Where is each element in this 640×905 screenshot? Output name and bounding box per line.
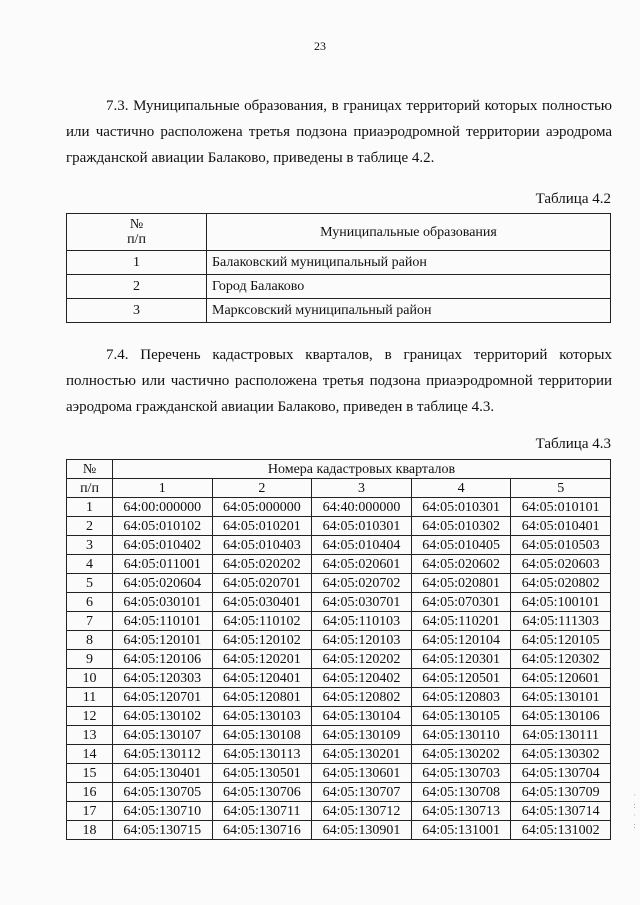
cadastral-quarter-cell: 64:05:120202 bbox=[312, 650, 412, 669]
cadastral-quarter-cell: 64:05:010301 bbox=[411, 498, 511, 517]
cadastral-quarter-cell: 64:05:130201 bbox=[312, 745, 412, 764]
cadastral-quarter-cell: 64:05:120803 bbox=[411, 688, 511, 707]
row-num: 18 bbox=[67, 821, 113, 840]
cadastral-quarter-cell: 64:05:010302 bbox=[411, 517, 511, 536]
table-row bbox=[67, 517, 611, 536]
cadastral-quarter-cell: 64:05:130112 bbox=[113, 745, 213, 764]
header-num: № п/п bbox=[67, 214, 207, 251]
table-row bbox=[67, 707, 611, 726]
cadastral-quarter-cell: 64:05:010503 bbox=[511, 536, 611, 555]
cadastral-quarter-cell: 64:05:120801 bbox=[212, 688, 312, 707]
paragraph-line: или частично расположена третья подзона приаэродромной территории аэродрома bbox=[66, 124, 612, 140]
cadastral-quarter-cell: 64:05:110102 bbox=[212, 612, 312, 631]
table-row bbox=[67, 821, 611, 840]
cadastral-quarter-cell: 64:05:020702 bbox=[312, 574, 412, 593]
cadastral-quarter-cell: 64:05:010301 bbox=[312, 517, 412, 536]
paragraph-line: полностью или частично расположена третья подзона приаэродромной территории bbox=[66, 373, 612, 389]
cadastral-quarter-cell: 64:05:120802 bbox=[312, 688, 412, 707]
row-num: 16 bbox=[67, 783, 113, 802]
cadastral-quarter-cell: 64:05:130102 bbox=[113, 707, 213, 726]
cadastral-quarter-cell: 64:05:100101 bbox=[511, 593, 611, 612]
cadastral-quarter-cell: 64:05:070301 bbox=[411, 593, 511, 612]
cadastral-quarter-cell: 64:05:130202 bbox=[411, 745, 511, 764]
cadastral-quarter-cell: 64:05:130104 bbox=[312, 707, 412, 726]
table-header-row bbox=[67, 214, 611, 251]
cadastral-quarter-cell: 64:05:120201 bbox=[212, 650, 312, 669]
municipality-name: Балаковский муниципальный район bbox=[207, 251, 611, 275]
cadastral-quarter-cell: 64:05:130401 bbox=[113, 764, 213, 783]
cadastral-quarter-cell: 64:05:120104 bbox=[411, 631, 511, 650]
header-num-bottom: п/п bbox=[67, 479, 113, 498]
table-4-3-caption: Таблица 4.3 bbox=[535, 436, 611, 452]
table-row bbox=[67, 764, 611, 783]
cadastral-quarter-cell: 64:05:020801 bbox=[411, 574, 511, 593]
row-num: 2 bbox=[67, 517, 113, 536]
cadastral-quarter-cell: 64:05:120301 bbox=[411, 650, 511, 669]
row-num: 2 bbox=[67, 275, 207, 299]
table-4-2-caption: Таблица 4.2 bbox=[535, 191, 611, 207]
paragraph-7-3 bbox=[66, 93, 612, 171]
cadastral-quarter-cell: 64:05:030101 bbox=[113, 593, 213, 612]
cadastral-quarter-cell: 64:05:130105 bbox=[411, 707, 511, 726]
header-title: Номера кадастровых кварталов bbox=[113, 460, 611, 479]
cadastral-quarter-cell: 64:05:020601 bbox=[312, 555, 412, 574]
cadastral-quarter-cell: 64:05:130110 bbox=[411, 726, 511, 745]
column-number: 3 bbox=[312, 479, 412, 498]
cadastral-quarter-cell: 64:05:120102 bbox=[212, 631, 312, 650]
cadastral-quarter-cell: 64:05:130706 bbox=[212, 783, 312, 802]
cadastral-quarter-cell: 64:05:130501 bbox=[212, 764, 312, 783]
header-num-top: № bbox=[67, 460, 113, 479]
row-num: 9 bbox=[67, 650, 113, 669]
table-row bbox=[67, 688, 611, 707]
row-num: 1 bbox=[67, 251, 207, 275]
cadastral-quarter-cell: 64:05:130709 bbox=[511, 783, 611, 802]
row-num: 5 bbox=[67, 574, 113, 593]
row-num: 1 bbox=[67, 498, 113, 517]
municipality-name: Город Балаково bbox=[207, 275, 611, 299]
table-row bbox=[67, 299, 611, 323]
row-num: 12 bbox=[67, 707, 113, 726]
cadastral-quarter-cell: 64:05:011001 bbox=[113, 555, 213, 574]
cadastral-quarter-cell: 64:05:130901 bbox=[312, 821, 412, 840]
cadastral-quarter-cell: 64:05:130704 bbox=[511, 764, 611, 783]
cadastral-quarter-cell: 64:05:020802 bbox=[511, 574, 611, 593]
cadastral-quarter-cell: 64:05:120106 bbox=[113, 650, 213, 669]
cadastral-quarter-cell: 64:05:020603 bbox=[511, 555, 611, 574]
cadastral-quarter-cell: 64:00:000000 bbox=[113, 498, 213, 517]
cadastral-quarter-cell: 64:05:130108 bbox=[212, 726, 312, 745]
cadastral-quarter-cell: 64:05:130703 bbox=[411, 764, 511, 783]
cadastral-quarter-cell: 64:05:130705 bbox=[113, 783, 213, 802]
table-row bbox=[67, 251, 611, 275]
table-4-2 bbox=[66, 213, 611, 323]
cadastral-quarter-cell: 64:05:120103 bbox=[312, 631, 412, 650]
cadastral-quarter-cell: 64:05:120601 bbox=[511, 669, 611, 688]
table-row bbox=[67, 593, 611, 612]
cadastral-quarter-cell: 64:05:010402 bbox=[113, 536, 213, 555]
cadastral-quarter-cell: 64:05:130714 bbox=[511, 802, 611, 821]
cadastral-quarter-cell: 64:05:120105 bbox=[511, 631, 611, 650]
cadastral-quarter-cell: 64:05:010102 bbox=[113, 517, 213, 536]
cadastral-quarter-cell: 64:05:130710 bbox=[113, 802, 213, 821]
cadastral-quarter-cell: 64:05:000000 bbox=[212, 498, 312, 517]
cadastral-quarter-cell: 64:05:120501 bbox=[411, 669, 511, 688]
cadastral-quarter-cell: 64:05:120401 bbox=[212, 669, 312, 688]
row-num: 3 bbox=[67, 299, 207, 323]
cadastral-quarter-cell: 64:05:130708 bbox=[411, 783, 511, 802]
table-row bbox=[67, 275, 611, 299]
row-num: 4 bbox=[67, 555, 113, 574]
table-row bbox=[67, 555, 611, 574]
cadastral-quarter-cell: 64:05:030401 bbox=[212, 593, 312, 612]
row-num: 11 bbox=[67, 688, 113, 707]
cadastral-quarter-cell: 64:05:010405 bbox=[411, 536, 511, 555]
row-num: 17 bbox=[67, 802, 113, 821]
cadastral-quarter-cell: 64:05:020604 bbox=[113, 574, 213, 593]
cadastral-quarter-cell: 64:05:130712 bbox=[312, 802, 412, 821]
cadastral-quarter-cell: 64:05:130101 bbox=[511, 688, 611, 707]
cadastral-quarter-cell: 64:05:010201 bbox=[212, 517, 312, 536]
cadastral-quarter-cell: 64:05:110103 bbox=[312, 612, 412, 631]
table-row bbox=[67, 802, 611, 821]
cadastral-quarter-cell: 64:05:130302 bbox=[511, 745, 611, 764]
cadastral-quarter-cell: 64:05:130715 bbox=[113, 821, 213, 840]
column-number: 4 bbox=[411, 479, 511, 498]
row-num: 6 bbox=[67, 593, 113, 612]
paragraph-line: аэродрома гражданской авиации Балаково, приведен в таблице 4.3. bbox=[66, 399, 495, 415]
cadastral-quarter-cell: 64:05:030701 bbox=[312, 593, 412, 612]
paragraph-line: 7.3. Муниципальные образования, в границах территорий которых полностью bbox=[106, 98, 612, 114]
table-row bbox=[67, 612, 611, 631]
cadastral-quarter-cell: 64:05:110201 bbox=[411, 612, 511, 631]
cadastral-quarter-cell: 64:05:130707 bbox=[312, 783, 412, 802]
cadastral-quarter-cell: 64:05:131001 bbox=[411, 821, 511, 840]
table-row bbox=[67, 783, 611, 802]
table-header-row bbox=[67, 479, 611, 498]
cadastral-quarter-cell: 64:05:130103 bbox=[212, 707, 312, 726]
paragraph-line: гражданской авиации Балаково, приведены в таблице 4.2. bbox=[66, 150, 435, 166]
cadastral-quarter-cell: 64:05:130113 bbox=[212, 745, 312, 764]
cadastral-quarter-cell: 64:05:010101 bbox=[511, 498, 611, 517]
cadastral-quarter-cell: 64:05:120402 bbox=[312, 669, 412, 688]
cadastral-quarter-cell: 64:05:120302 bbox=[511, 650, 611, 669]
cadastral-quarter-cell: 64:05:130716 bbox=[212, 821, 312, 840]
cadastral-quarter-cell: 64:05:130713 bbox=[411, 802, 511, 821]
table-header-row bbox=[67, 460, 611, 479]
table-row bbox=[67, 745, 611, 764]
cadastral-quarter-cell: 64:05:120303 bbox=[113, 669, 213, 688]
column-number: 2 bbox=[212, 479, 312, 498]
cadastral-quarter-cell: 64:05:120701 bbox=[113, 688, 213, 707]
cadastral-quarter-cell: 64:05:130111 bbox=[511, 726, 611, 745]
column-number: 5 bbox=[511, 479, 611, 498]
cadastral-quarter-cell: 64:05:130601 bbox=[312, 764, 412, 783]
cadastral-quarter-cell: 64:05:111303 bbox=[511, 612, 611, 631]
table-row bbox=[67, 669, 611, 688]
row-num: 8 bbox=[67, 631, 113, 650]
table-row bbox=[67, 536, 611, 555]
cadastral-quarter-cell: 64:05:130109 bbox=[312, 726, 412, 745]
municipality-name: Марксовский муниципальный район bbox=[207, 299, 611, 323]
cadastral-quarter-cell: 64:05:010404 bbox=[312, 536, 412, 555]
page-number: 23 bbox=[314, 39, 326, 53]
row-num: 7 bbox=[67, 612, 113, 631]
cadastral-quarter-cell: 64:05:020202 bbox=[212, 555, 312, 574]
row-num: 13 bbox=[67, 726, 113, 745]
table-4-3 bbox=[66, 459, 611, 840]
paragraph-line: 7.4. Перечень кадастровых кварталов, в границах территорий которых bbox=[106, 347, 612, 363]
cadastral-quarter-cell: 64:05:020701 bbox=[212, 574, 312, 593]
cadastral-quarter-cell: 64:05:120101 bbox=[113, 631, 213, 650]
cadastral-quarter-cell: 64:05:010403 bbox=[212, 536, 312, 555]
table-row bbox=[67, 726, 611, 745]
cadastral-quarter-cell: 64:05:130107 bbox=[113, 726, 213, 745]
row-num: 15 bbox=[67, 764, 113, 783]
table-row bbox=[67, 650, 611, 669]
paragraph-7-4 bbox=[66, 342, 612, 420]
table-row bbox=[67, 498, 611, 517]
row-num: 3 bbox=[67, 536, 113, 555]
table-row bbox=[67, 631, 611, 650]
table-4-3-body bbox=[67, 498, 611, 840]
cadastral-quarter-cell: 64:05:010401 bbox=[511, 517, 611, 536]
cadastral-quarter-cell: 64:05:020602 bbox=[411, 555, 511, 574]
row-num: 14 bbox=[67, 745, 113, 764]
header-name: Муниципальные образования bbox=[207, 214, 611, 251]
column-number: 1 bbox=[113, 479, 213, 498]
cadastral-quarter-cell: 64:40:000000 bbox=[312, 498, 412, 517]
margin-marks: · : · : bbox=[633, 791, 636, 830]
cadastral-quarter-cell: 64:05:110101 bbox=[113, 612, 213, 631]
cadastral-quarter-cell: 64:05:130106 bbox=[511, 707, 611, 726]
cadastral-quarter-cell: 64:05:130711 bbox=[212, 802, 312, 821]
row-num: 10 bbox=[67, 669, 113, 688]
table-row bbox=[67, 574, 611, 593]
cadastral-quarter-cell: 64:05:131002 bbox=[511, 821, 611, 840]
